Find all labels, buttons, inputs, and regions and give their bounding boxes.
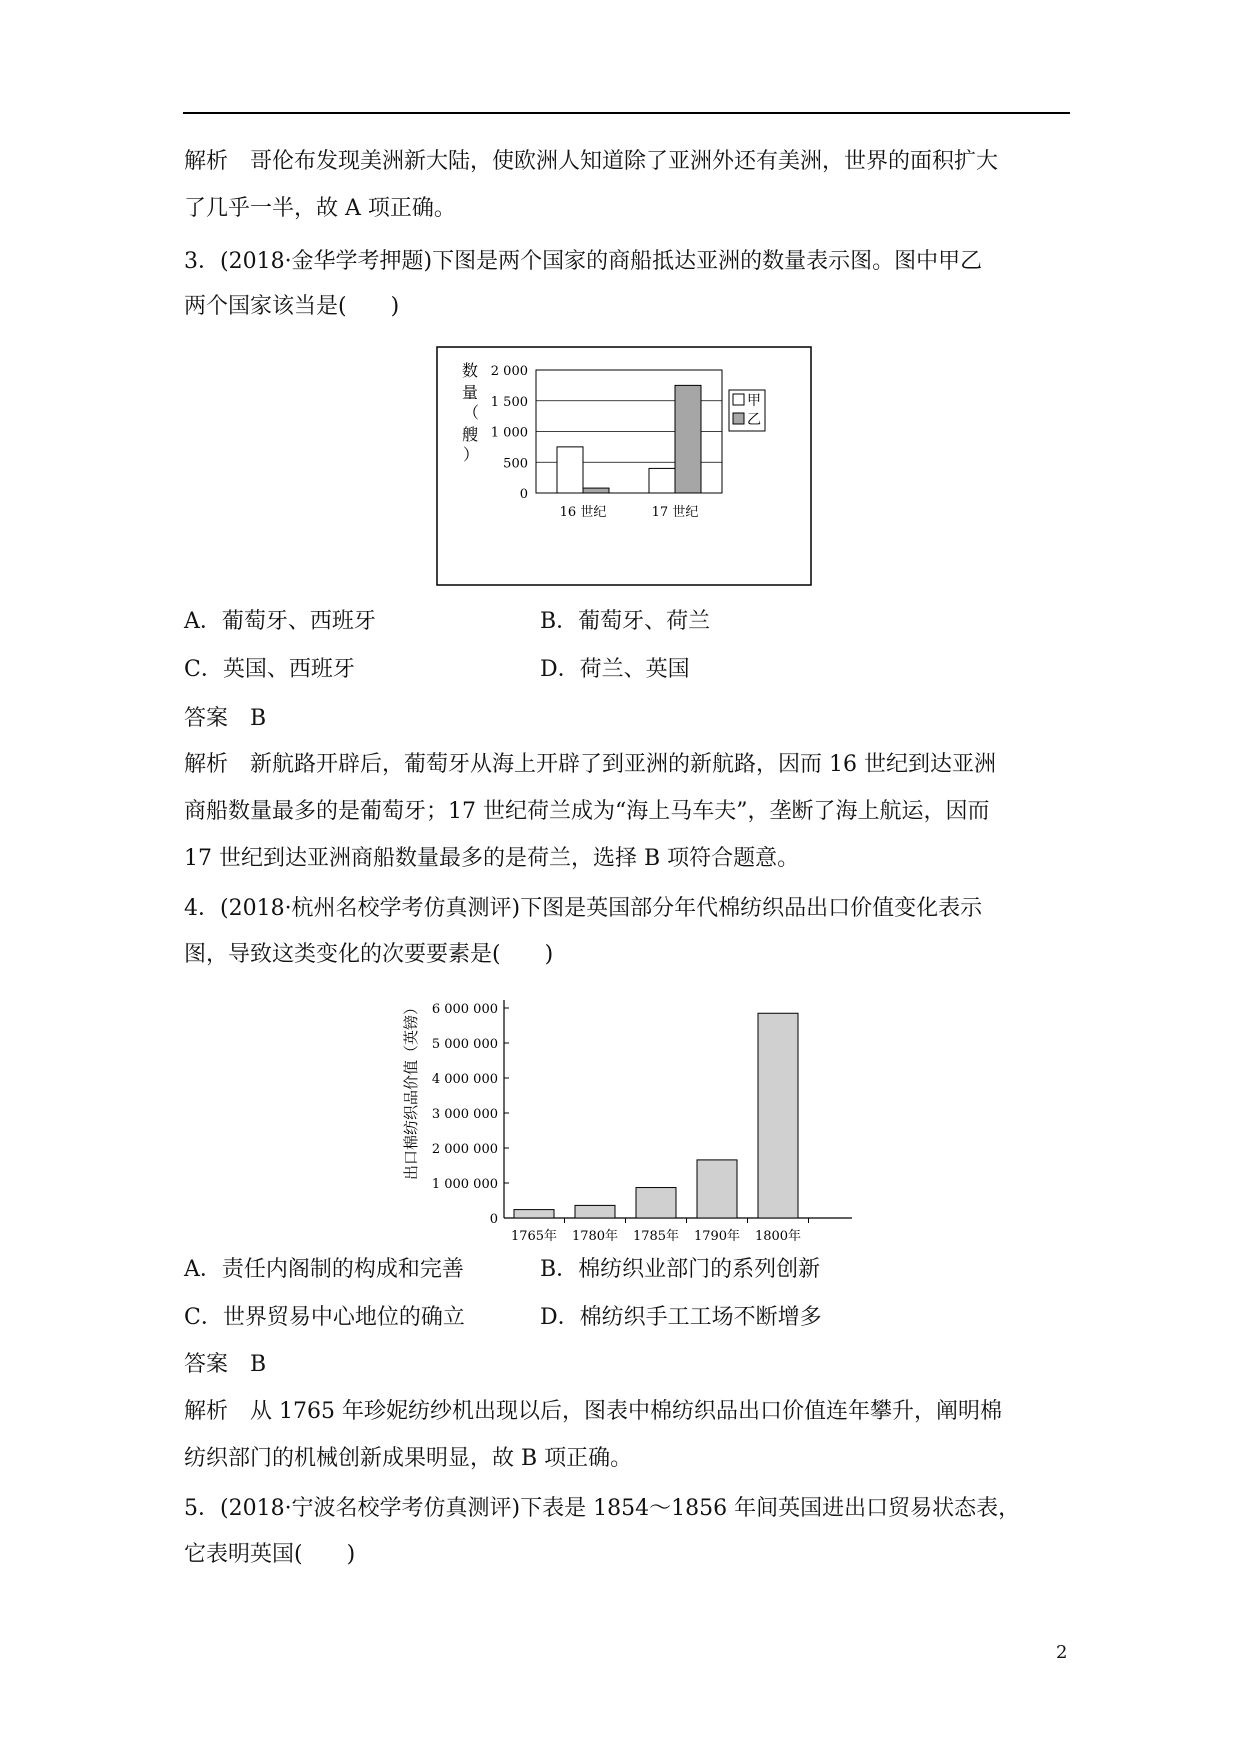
y-tick-label: 4 000 000 xyxy=(431,1072,498,1087)
y-tick-label: 500 xyxy=(503,456,528,472)
legend-swatch xyxy=(733,413,744,424)
y-tick-label: 5 000 000 xyxy=(431,1037,498,1052)
legend-label: 乙 xyxy=(747,412,761,428)
y-tick-label: 1 500 xyxy=(490,394,528,410)
option-c[interactable]: C．世界贸易中心地位的确立 xyxy=(184,1305,465,1330)
option-d[interactable]: D．荷兰、英国 xyxy=(540,657,690,682)
chart-frame xyxy=(437,347,811,585)
ylabel-char-5: ） xyxy=(463,445,480,464)
y-tick-label: 6 000 000 xyxy=(431,1002,498,1017)
option-d[interactable]: D．棉纺织手工工场不断增多 xyxy=(540,1305,822,1330)
page-number: 2 xyxy=(1056,1642,1068,1663)
question-5-stem: 5．(2018·宁波名校学考仿真测评)下表是 1854～1856 年间英国进出口贸易状态表， xyxy=(184,1496,1021,1521)
legend-label: 甲 xyxy=(747,393,761,409)
bar xyxy=(514,1210,554,1218)
bar xyxy=(636,1188,676,1218)
legend-swatch xyxy=(733,394,744,405)
explanation-4: 纺织部门的机械创新成果明显，故 B 项正确。 xyxy=(184,1446,633,1471)
text-line: 了几乎一半，故 A 项正确。 xyxy=(184,196,456,221)
header-rule xyxy=(183,112,1070,114)
y-tick-label: 2 000 000 xyxy=(431,1142,498,1157)
option-c[interactable]: C．英国、西班牙 xyxy=(184,657,355,682)
x-tick-label: 16 世纪 xyxy=(559,505,607,520)
bar xyxy=(697,1160,737,1218)
y-tick-label: 1 000 xyxy=(490,425,528,441)
ylabel-char-4: 艘 xyxy=(462,425,479,444)
option-b[interactable]: B．棉纺织业部门的系列创新 xyxy=(540,1257,821,1282)
explanation-3: 17 世纪到达亚洲商船数量最多的是荷兰，选择 B 项符合题意。 xyxy=(184,846,800,871)
y-tick-label: 2 000 xyxy=(490,364,528,379)
y-tick-label: 1 000 000 xyxy=(431,1177,498,1192)
question-3-stem: 3．(2018·金华学考押题)下图是两个国家的商船抵达亚洲的数量表示图。图中甲乙 xyxy=(184,249,983,274)
x-tick-label: 1780年 xyxy=(571,1229,619,1244)
ylabel-char-2: 量 xyxy=(462,383,479,402)
y-tick-label: 0 xyxy=(519,487,528,502)
bar-乙 xyxy=(583,488,609,493)
bar-甲 xyxy=(557,447,583,493)
x-tick-label: 1790年 xyxy=(693,1229,741,1244)
x-tick-label: 1800年 xyxy=(754,1229,802,1244)
chart-cotton-exports xyxy=(400,984,860,1246)
question-3-stem: 两个国家该当是( ) xyxy=(184,294,400,319)
bar xyxy=(758,1013,798,1218)
y-tick-label: 0 xyxy=(489,1212,498,1227)
explanation-3: 解析 新航路开辟后，葡萄牙从海上开辟了到亚洲的新航路，因而 16 世纪到达亚洲 xyxy=(184,752,996,777)
option-b[interactable]: B．葡萄牙、荷兰 xyxy=(540,609,711,634)
chart-ships xyxy=(436,346,812,586)
answer-3: 答案 B xyxy=(184,706,267,731)
explanation-4: 解析 从 1765 年珍妮纺纱机出现以后，图表中棉纺织品出口价值连年攀升，阐明棉 xyxy=(184,1399,1002,1424)
answer-4: 答案 B xyxy=(184,1352,267,1377)
question-5-stem: 它表明英国( ) xyxy=(184,1542,356,1567)
bar-甲 xyxy=(649,468,675,493)
bar-乙 xyxy=(675,385,701,493)
question-4-stem: 图，导致这类变化的次要要素是( ) xyxy=(184,942,554,967)
ylabel-char-3: （ xyxy=(463,403,480,422)
x-tick-label: 1785年 xyxy=(632,1229,680,1244)
option-a[interactable]: A．责任内阁制的构成和完善 xyxy=(184,1257,464,1282)
x-tick-label: 17 世纪 xyxy=(651,505,699,520)
x-tick-label: 1765年 xyxy=(510,1229,558,1244)
explanation-3: 商船数量最多的是葡萄牙；17 世纪荷兰成为“海上马车夫”，垄断了海上航运，因而 xyxy=(184,799,990,824)
chart-2-ylabel: 出口棉纺织品价值（英镑） xyxy=(402,999,420,1180)
question-4-stem: 4．(2018·杭州名校学考仿真测评)下图是英国部分年代棉纺织品出口价值变化表示 xyxy=(184,896,983,921)
y-tick-label: 3 000 000 xyxy=(431,1107,498,1122)
bar xyxy=(575,1205,615,1218)
ylabel-char-1: 数 xyxy=(462,361,479,380)
text-line: 解析 哥伦布发现美洲新大陆，使欧洲人知道除了亚洲外还有美洲，世界的面积扩大 xyxy=(184,149,999,174)
option-a[interactable]: A．葡萄牙、西班牙 xyxy=(184,609,376,634)
